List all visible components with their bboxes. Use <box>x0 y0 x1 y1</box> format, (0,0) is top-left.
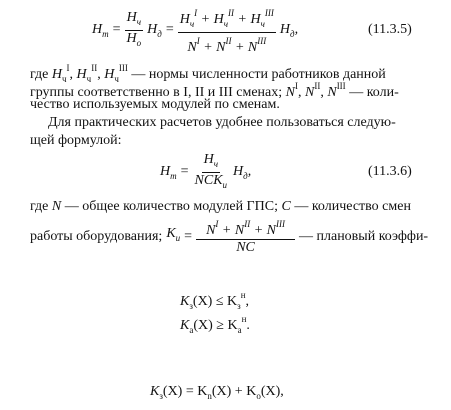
equation-11-3-5: $H_m$ = $\frac{H_ч}{H_o}$ $H_д$ = $\frac{H_ч^I + H_ч^{II} + H_ч^{III}}{N^I + N^{II} + N^{III}}$ $H_д$, <box>92 6 298 54</box>
coefficient-fraction: $\frac{N^I + N^{II} + N^{III}}{NC}$ <box>196 216 295 256</box>
paragraph-3-line-1: где N — общее количество модулей ГПС; C — количество смен <box>30 199 411 214</box>
equation-11-3-6: $H_m$ = $\frac{H_ч}{NCK_u}$ $H_д$, <box>160 150 251 194</box>
equation-number-11-3-6: (11.3.6) <box>368 164 412 179</box>
equation-3: $K_з(X) = K_n(X) + K_o(X)$, <box>150 384 284 401</box>
inequality-1: $K_з(X) \le K_з^н$, <box>180 290 250 311</box>
paragraph-1-line-2: группы соответственно в I, II и III сменах; $N^I$, $N^{II}$, $N^{III}$ — коли- <box>30 81 399 100</box>
eq1-fraction-2-numerator: $H_ч^I + H_ч^{II} + H_ч^{III}$ <box>178 5 276 33</box>
equation-number-11-3-5: (11.3.5) <box>368 22 412 37</box>
paragraph-2-line-1: Для практических расчетов удобнее пользоваться следую- <box>48 115 396 130</box>
paragraph-1-line-1: где $H_ч^I$, $H_ч^{II}$, $H_ч^{III}$ — нормы численности работников данной <box>30 63 386 84</box>
paragraph-1-line-3: чество используемых модулей по сменам. <box>30 97 280 112</box>
eq2-fraction: $\frac{H_ч}{NCK_u}$ <box>194 151 228 190</box>
paragraph-3-line-2: работы оборудования; $K_u$ = $\frac{N^I + N^{II} + N^{III}}{NC}$ — плановый коэффи- <box>30 214 428 258</box>
inequality-2: $K_a(X) \ge K_a^н$. <box>180 314 250 335</box>
eq1-fraction-2-denominator: $N^I + N^{II} + N^{III}$ <box>187 35 267 55</box>
eq1-lhs: $H_m$ <box>92 21 109 39</box>
eq1-fraction-2 <box>178 5 276 56</box>
paragraph-2-line-2: щей формулой: <box>30 133 122 148</box>
eq1-fraction-1: $\frac{H_ч}{H_o}$ <box>126 9 142 48</box>
